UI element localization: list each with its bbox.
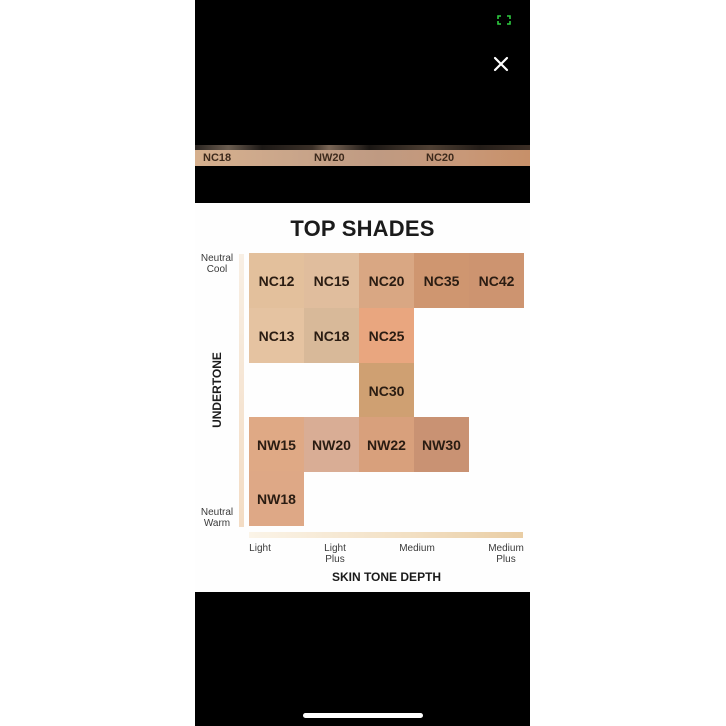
undertone-axis-label: UNDERTONE bbox=[210, 352, 224, 428]
close-icon[interactable] bbox=[490, 53, 512, 75]
depth-gradient-bar bbox=[249, 532, 523, 538]
shade-cell[interactable]: NW20 bbox=[304, 417, 359, 472]
depth-tick-light: Light bbox=[249, 543, 271, 554]
strip-label-1: NC18 bbox=[203, 152, 232, 164]
shade-cell[interactable]: NC20 bbox=[359, 253, 414, 308]
shade-cell[interactable]: NC15 bbox=[304, 253, 359, 308]
shade-cell[interactable]: NW22 bbox=[359, 417, 414, 472]
shade-cell[interactable]: NW18 bbox=[249, 471, 304, 526]
strip-label-2: NW20 bbox=[314, 152, 345, 164]
shade-cell[interactable]: NC13 bbox=[249, 308, 304, 363]
depth-tick-medium: Medium bbox=[399, 543, 435, 554]
shade-cell[interactable]: NC42 bbox=[469, 253, 524, 308]
shade-cell[interactable]: NC30 bbox=[359, 363, 414, 418]
depth-axis-label: SKIN TONE DEPTH bbox=[331, 570, 442, 584]
strip-label-3: NC20 bbox=[426, 152, 455, 164]
shade-cell[interactable]: NC35 bbox=[414, 253, 469, 308]
shade-cell[interactable]: NC12 bbox=[249, 253, 304, 308]
depth-tick-light-plus: Light Plus bbox=[324, 543, 346, 565]
chart-title: TOP SHADES bbox=[290, 216, 435, 241]
depth-tick-medium-plus: Medium Plus bbox=[488, 543, 524, 565]
shade-cell[interactable]: NC18 bbox=[304, 308, 359, 363]
undertone-bottom-label: Neutral Warm bbox=[200, 507, 234, 529]
shade-cell[interactable]: NW15 bbox=[249, 417, 304, 472]
undertone-top-label: Neutral Cool bbox=[200, 253, 234, 275]
faces-cropped bbox=[195, 145, 530, 150]
fullscreen-icon[interactable] bbox=[497, 15, 511, 25]
home-indicator[interactable] bbox=[303, 713, 423, 718]
undertone-gradient-bar bbox=[239, 254, 244, 527]
shade-cell[interactable]: NW30 bbox=[414, 417, 469, 472]
shade-cell[interactable]: NC25 bbox=[359, 308, 414, 363]
previous-image-strip bbox=[195, 145, 530, 166]
